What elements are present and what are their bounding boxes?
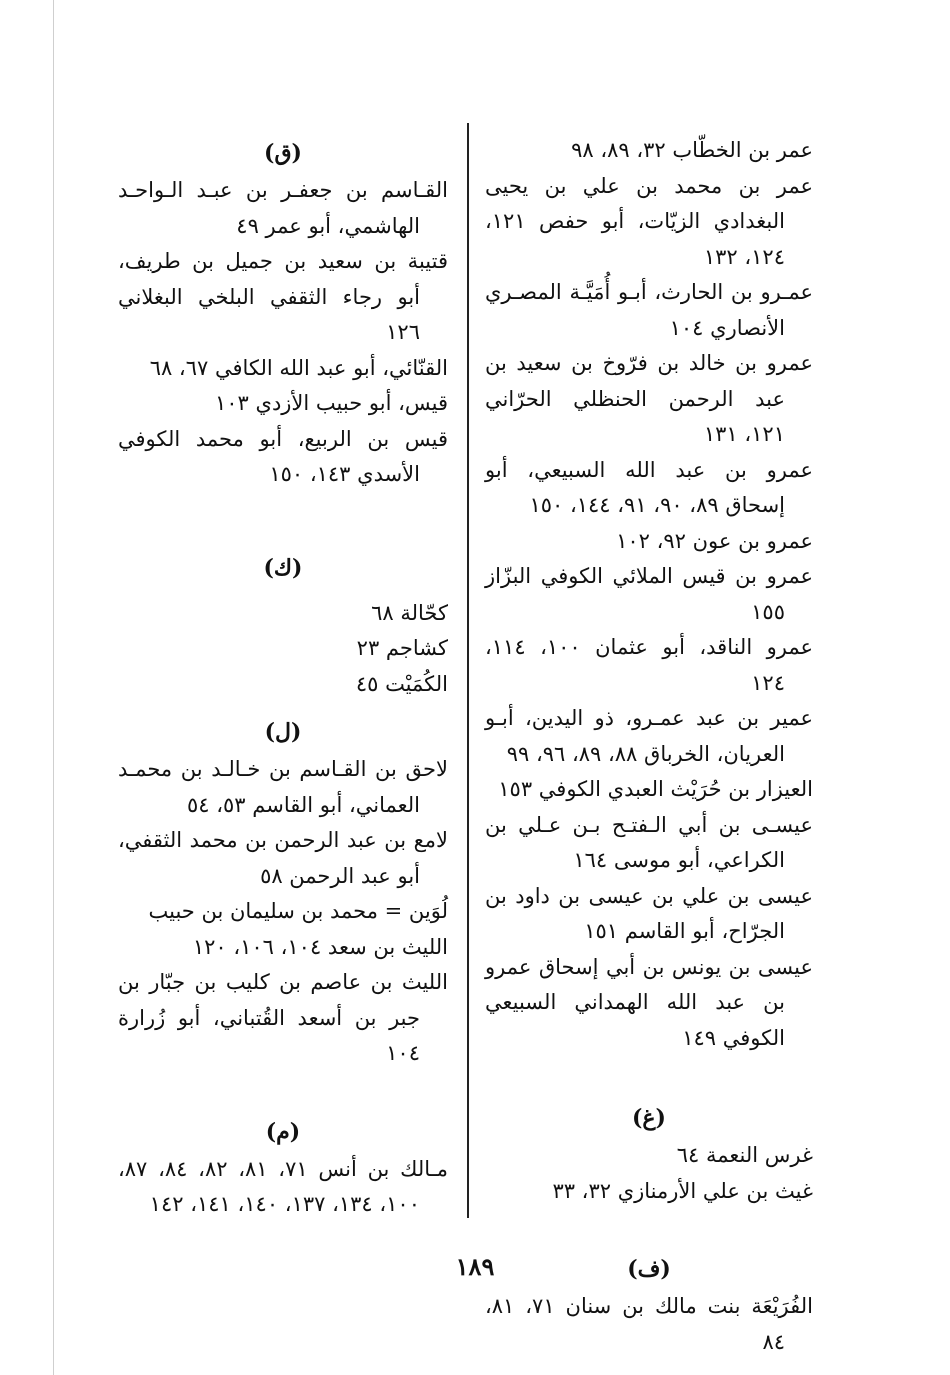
index-entry: القنّائي، أبو عبد الله الكافي ٦٧، ٦٨ — [149, 355, 448, 380]
index-entry: غيث بن علي الأرمنازي ٣٢، ٣٣ — [552, 1178, 813, 1203]
index-column-left — [118, 133, 448, 1223]
section-gap — [118, 588, 448, 596]
section-heading-kaf: (ك) — [263, 554, 303, 581]
index-entry: قيس بن الربيع، أبو محمد الكوفي الأسدي ١٤٣، ١٥٠ — [118, 426, 448, 486]
section-gap — [118, 493, 448, 548]
section-gap — [485, 1056, 813, 1098]
section-heading-lam: (ل) — [264, 719, 302, 745]
index-entry: عمير بن عبد عمـرو، ذو اليدين، أبـو العريان، الخرباق ٨٨، ٨٩، ٩٦، ٩٩ — [485, 706, 813, 766]
index-entry: كحّالة ٦٨ — [371, 600, 448, 625]
index-entry: عيسى بن يونس بن أبي إسحاق عمرو بن عبد الله الهمداني السبيعي الكوفي ١٤٩ — [485, 954, 813, 1050]
section-gap — [118, 702, 448, 712]
index-entry: لاحق بن القـاسم بن خـالـد بن محمـد العماني، أبو القاسم ٥٣، ٥٤ — [118, 757, 448, 817]
index-entry: قتيبة بن سعيد بن جميل بن طريف، أبو رجاء الثقفي البلخي البغلاني ١٢٦ — [118, 249, 448, 344]
index-entry: كشاجم ٢٣ — [356, 636, 448, 660]
index-entry: عمـرو بن الحارث، أبـو أُمَيَّـة المصـري الأنصاري ١٠٤ — [485, 280, 813, 340]
index-entry: القـاسم بن جعفـر بن عبـد الـواحـد الهاشمي، أبو عمر ٤٩ — [118, 178, 448, 238]
section-heading-fa: (ف) — [627, 1256, 671, 1282]
page-number: ١٨٩ — [455, 1252, 495, 1281]
section-heading-mim: (م) — [265, 1118, 301, 1145]
index-entry: لُوَين = محمد بن سليمان بن حبيب — [148, 899, 448, 923]
index-entry: الليث بن عاصم بن كليب بن جبّار بن جبر بن أسعد القُتباني، أبو زُرارة ١٠٤ — [118, 970, 448, 1065]
index-entry: غرس النعمة ٦٤ — [676, 1143, 813, 1167]
column-divider — [467, 123, 469, 1218]
index-column-right — [485, 133, 813, 1360]
index-entry: الليث بن سعد ١٠٤، ١٠٦، ١٢٠ — [192, 934, 448, 959]
index-entry: عمر بن محمد بن علي بن يحيى البغدادي الزيّات، أبو حفص ١٢١، ١٢٤، ١٣٢ — [485, 173, 813, 269]
section-gap — [485, 1209, 813, 1249]
index-entry: الفُرَيْعَة بنت مالك بن سنان ٧١، ٨١، ٨٤ — [485, 1294, 814, 1354]
section-heading-qaf: (ق) — [264, 140, 302, 166]
index-entry: عمرو الناقد، أبو عثمان ١٠٠، ١١٤، ١٢٤ — [485, 635, 814, 695]
page-margin-line — [53, 0, 54, 1375]
index-entry: لامع بن عبد الرحمن بن محمد الثقفي، أبو عبد الرحمن ٥٨ — [118, 828, 448, 888]
index-entry: مـالك بن أنس ٧١، ٨١، ٨٢، ٨٤، ٨٧، ١٠٠، ١٣٤، ١٣٧، ١٤٠، ١٤١، ١٤٢ — [118, 1156, 449, 1216]
index-entry: عيسى بن علي بن عيسى بن داود بن الجرّاح، أبو القاسم ١٥١ — [485, 883, 813, 943]
index-entry: قيس، أبو حبيب الأزدي ١٠٣ — [214, 391, 448, 415]
index-entry: عمر بن الخطّاب ٣٢، ٨٩، ٩٨ — [571, 138, 813, 162]
index-entry: عمرو بن عون ٩٢، ١٠٢ — [616, 528, 813, 553]
index-entry: عمرو بن عبد الله السبيعي، أبو إسحاق ٨٩، ٩٠، ٩١، ١٤٤، ١٥٠ — [485, 457, 813, 517]
section-gap — [118, 1072, 448, 1112]
section-heading-ghayn: (غ) — [632, 1105, 666, 1131]
index-entry: عيسـى بن أبي الـفتـح بـن عـلي بن الكراعي، أبو موسى ١٦٤ — [485, 812, 813, 872]
index-entry: الكُمَيْت ٤٥ — [355, 671, 448, 696]
index-entry: العيزار بن حُرَيْث العبدي الكوفي ١٥٣ — [498, 777, 813, 801]
index-entry: عمرو بن قيس الملائي الكوفي البزّاز ١٥٥ — [485, 564, 813, 624]
index-entry: عمرو بن خالد بن فرّوخ بن سعيد بن عبد الرحمن الحنظلي الحرّاني ١٢١، ١٣١ — [485, 351, 813, 446]
